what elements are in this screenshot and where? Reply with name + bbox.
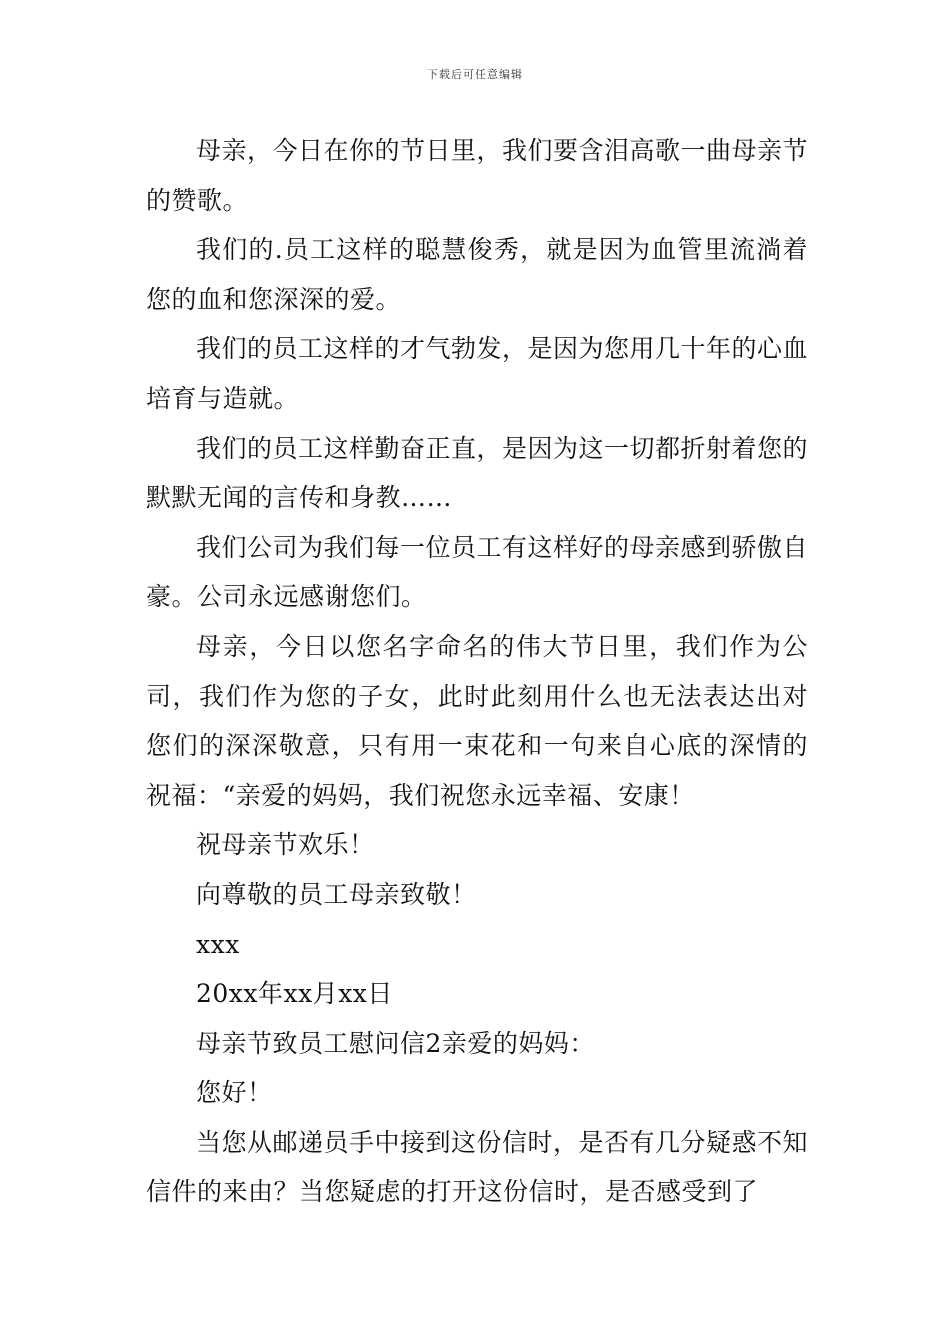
paragraph-salute: 向尊敬的员工母亲致敬！ [196, 879, 477, 909]
paragraph-5: 我们公司为我们每一位员工有这样好的母亲感到骄傲自豪。公司永远感谢您们。 [146, 532, 809, 612]
page-header-note: 下载后可任意编辑 [427, 68, 523, 81]
paragraph-6: 母亲，今日以您名字命名的伟大节日里，我们作为公司，我们作为您的子女，此时此刻用什么也无法表达出对您们的深深敬意，只有用一束花和一句来自心底的深情的祝福：“亲爱的妈妈，我们祝您永远幸福、安康！ [146, 631, 808, 810]
letter-body [146, 126, 808, 1217]
paragraph-greeting-wish: 祝母亲节欢乐！ [196, 830, 375, 860]
signature-date: 20xx年xx月xx日 [196, 979, 393, 1009]
paragraph-4: 我们的员工这样勤奋正直，是因为这一切都折射着您的默默无闻的言传和身教…… [146, 433, 809, 513]
paragraph-3: 我们的员工这样的才气勃发，是因为您用几十年的心血培育与造就。 [146, 334, 809, 413]
second-letter-title: 母亲节致员工慰问信2亲爱的妈妈： [196, 1028, 595, 1058]
paragraph-1: 母亲，今日在你的节日里，我们要含泪高歌一曲母亲节的赞歌。 [146, 136, 809, 215]
second-letter-paragraph-1: 当您从邮递员手中接到这份信时，是否有几分疑惑不知信件的来由？当您疑虑的打开这份信时，是否感受到了 [146, 1127, 809, 1207]
paragraph-2: 我们的.员工这样的聪慧俊秀，就是因为血管里流淌着您的血和您深深的爱。 [146, 235, 808, 314]
second-letter-greeting: 您好！ [196, 1078, 273, 1108]
signature-name: xxx [196, 929, 240, 959]
